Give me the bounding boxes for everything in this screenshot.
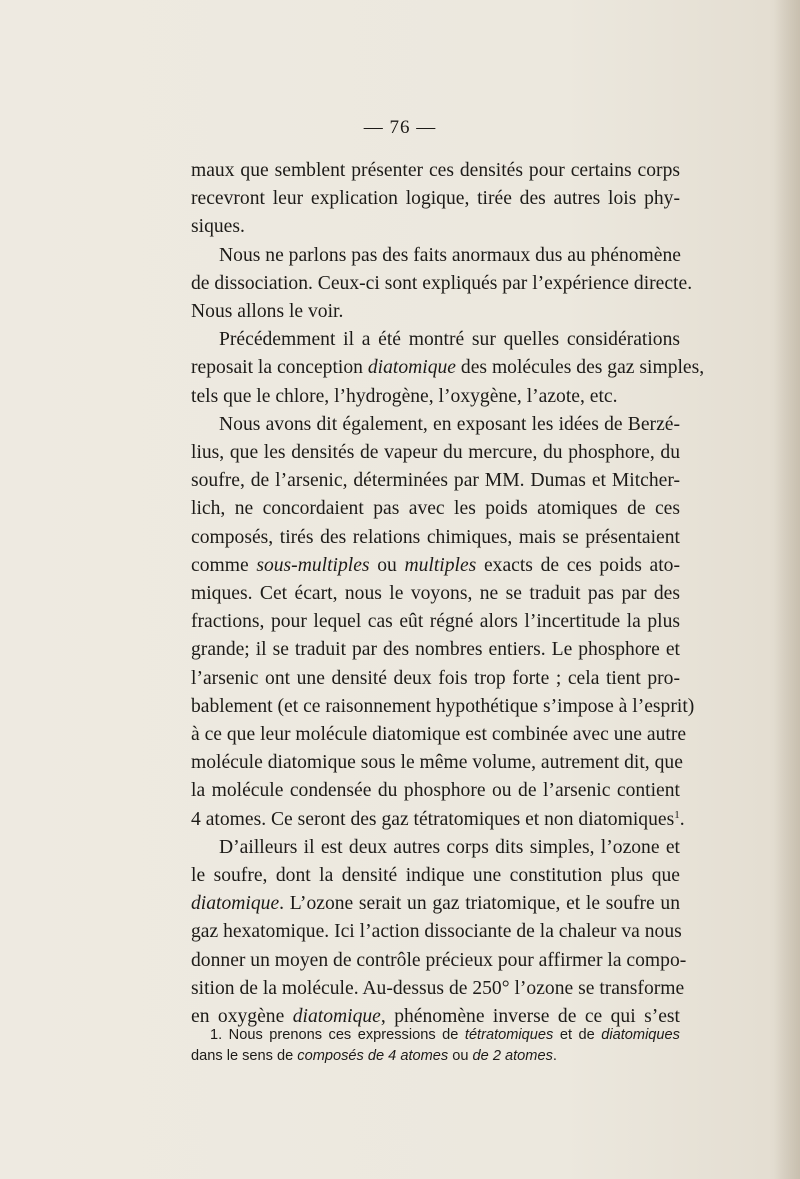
text-line: lius, que les densités de vapeur du mercure, du phosphore, du (191, 442, 680, 464)
text-line: sition de la molécule. Au-dessus de 250° l’ozone se transforme (191, 977, 685, 999)
italic-term: multiples (404, 554, 477, 576)
footnote-line (191, 1025, 680, 1046)
text-line: grande; il se traduit par des nombres entiers. Le phosphore et (191, 639, 680, 661)
text-line: bablement (et ce raisonnement hypothétique s’impose à l’esprit) (191, 695, 695, 717)
text-line (191, 354, 705, 382)
text-line: lich, ne concordaient pas avec les poids atomiques de ces (191, 498, 680, 520)
footnote-text: dans le sens de (191, 1048, 294, 1064)
text-line (191, 806, 685, 834)
text-line (191, 890, 680, 918)
footnote-line (191, 1046, 680, 1067)
footnote-text: . (552, 1048, 557, 1064)
text-run: des molécules des gaz simples, (460, 357, 705, 379)
text-line: Nous avons dit également, en exposant les idées de Berzé- (219, 413, 680, 435)
text-line: composés, tirés des relations chimiques, mais se présentaient (191, 526, 680, 548)
footnote (191, 1025, 680, 1067)
text-line: maux que semblent présenter ces densités pour certains corps (191, 160, 680, 181)
text-line: Précédemment il a été montré sur quelles considérations (219, 329, 680, 351)
footnote-text: 1. Nous prenons ces expressions de (210, 1027, 459, 1043)
text-line: donner un moyen de contrôle précieux pour affirmer la compo- (191, 949, 687, 971)
footnote-text: ou (452, 1048, 469, 1064)
text-line: molécule diatomique sous le même volume, autrement dit, que (191, 752, 683, 774)
footnote-italic: diatomiques (601, 1027, 680, 1043)
italic-term: diatomique (292, 1006, 381, 1028)
text-line: D’ailleurs il est deux autres corps dits simples, l’ozone et (219, 836, 680, 858)
text-run: . (679, 808, 685, 830)
text-run: 4 atomes. Ce seront des gaz tétratomiques et non diatomiques (191, 808, 675, 830)
text-line: miques. Cet écart, nous le voyons, ne se traduit pas par des (191, 583, 680, 605)
text-run: en oxygène (191, 1006, 285, 1028)
text-line: tels que le chlore, l’hydrogène, l’oxygène, l’azote, etc. (191, 385, 618, 407)
text-line: siques. (191, 216, 245, 238)
text-run: comme (191, 554, 249, 576)
text-line: la molécule condensée du phosphore ou de l’arsenic contient (191, 780, 680, 802)
text-run: exacts de ces poids ato- (483, 554, 680, 576)
text-line: Nous allons le voir. (191, 301, 344, 323)
text-run: . L’ozone serait un gaz triatomique, et le soufre un (279, 893, 680, 915)
italic-term: sous-multiples (256, 554, 370, 576)
text-line: recevront leur explication logique, tirée des autres lois phy- (191, 188, 680, 210)
text-run: ou (377, 554, 397, 576)
text-line: de dissociation. Ceux-ci sont expliqués par l’expérience directe. (191, 272, 693, 294)
text-line: gaz hexatomique. Ici l’action dissociante de la chaleur va nous (191, 921, 682, 943)
text-line (191, 552, 680, 580)
footnote-italic: composés de 4 atomes (297, 1048, 449, 1064)
footnote-italic: tétratomiques (464, 1027, 554, 1043)
footnote-marker: 1 (674, 808, 680, 821)
italic-term: diatomique (191, 893, 280, 915)
page-number: — 76 — (363, 117, 437, 138)
italic-term: diatomique (367, 357, 457, 379)
body-text (191, 157, 705, 1031)
text-run: , phénomène inverse de ce qui s’est (380, 1006, 680, 1028)
page-edge-shadow (774, 0, 800, 1179)
text-line: le soufre, dont la densité indique une constitution plus que (191, 865, 680, 887)
text-line: Nous ne parlons pas des faits anormaux dus au phénomène (219, 244, 681, 266)
text-line: l’arsenic ont une densité deux fois trop forte ; cela tient pro- (191, 667, 680, 689)
text-line: soufre, de l’arsenic, déterminées par MM. Dumas et Mitcher- (191, 470, 680, 492)
text-line: fractions, pour lequel cas eût régné alors l’incertitude la plus (191, 611, 680, 633)
footnote-italic: de 2 atomes (472, 1048, 553, 1064)
text-run: reposait la conception (191, 357, 363, 379)
text-line: à ce que leur molécule diatomique est combinée avec une autre (191, 724, 687, 746)
footnote-text: et de (559, 1027, 595, 1043)
